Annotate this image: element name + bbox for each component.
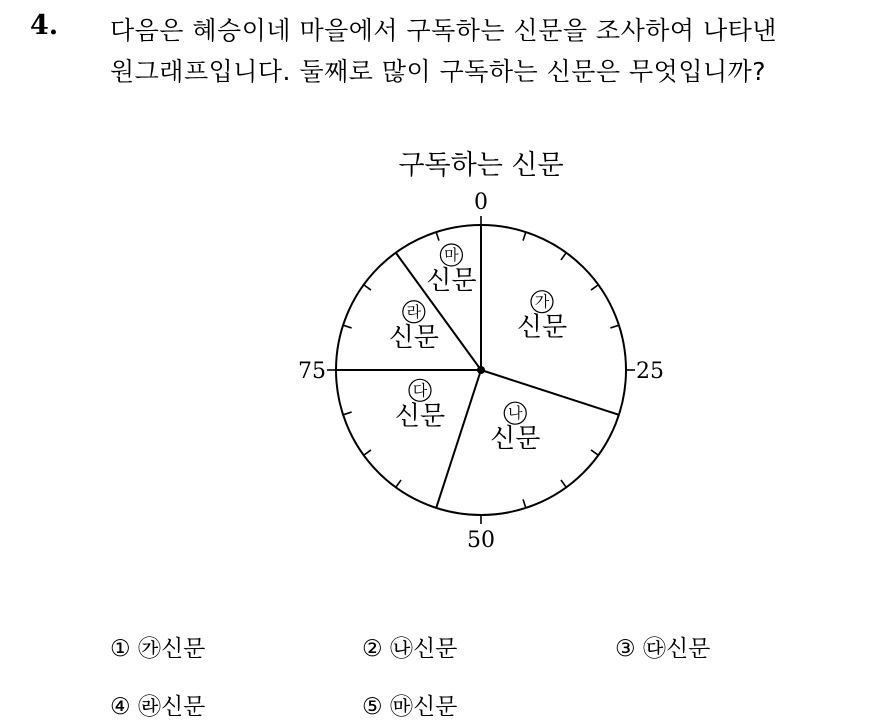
choice-3-text: ㉰신문 — [642, 636, 711, 662]
choice-5-text: ㉲신문 — [389, 694, 458, 720]
tick-mark-4 — [610, 325, 619, 328]
choice-5-number: ⑤ — [362, 694, 383, 720]
slice-letter: 라 — [406, 302, 422, 321]
tick-mark-2 — [561, 253, 566, 260]
choice-2-number: ② — [362, 636, 383, 662]
choice-1-text: ㉮신문 — [137, 636, 206, 662]
choice-2-text: ㉯신문 — [389, 636, 458, 662]
scale-label-0: 0 — [474, 190, 488, 215]
choice-4-text: ㉱신문 — [137, 694, 206, 720]
scale-label-75: 75 — [298, 359, 326, 384]
tick-mark-19 — [436, 232, 439, 241]
slice-labels — [389, 244, 567, 454]
tick-mark-14 — [343, 412, 352, 415]
slice-label-다 — [395, 379, 445, 431]
scale-label-50: 50 — [467, 528, 495, 553]
question-number: 4. — [30, 10, 59, 41]
tick-mark-13 — [364, 450, 371, 455]
tick-mark-3 — [591, 285, 598, 290]
slice-letter: 다 — [412, 381, 428, 400]
scale-label-25: 25 — [636, 359, 664, 384]
slice-letter: 나 — [507, 404, 523, 423]
choice-1[interactable] — [110, 630, 205, 663]
slice-label-가 — [517, 291, 567, 343]
slice-letter: 마 — [444, 245, 459, 264]
pie-center-dot — [477, 366, 485, 374]
choice-1-number: ① — [110, 636, 131, 662]
question-line-2: 원그래프입니다. 둘째로 많이 구독하는 신문은 무엇입니까? — [110, 57, 767, 86]
slice-name: 신문 — [394, 401, 446, 432]
slice-boundary-2 — [436, 370, 481, 508]
tick-mark-1 — [523, 232, 526, 241]
slice-name: 신문 — [388, 322, 439, 353]
tick-mark-7 — [591, 450, 598, 455]
choice-5[interactable] — [362, 688, 457, 721]
choice-4[interactable] — [110, 688, 205, 721]
slice-name: 신문 — [426, 265, 477, 296]
question-line-1: 다음은 혜승이네 마을에서 구독하는 신문을 조사하여 나타낸 — [110, 16, 777, 45]
slice-letter: 가 — [534, 292, 550, 311]
choice-4-number: ④ — [110, 694, 131, 720]
slice-label-라 — [389, 301, 439, 353]
slice-label-마 — [426, 244, 476, 296]
tick-mark-12 — [396, 480, 401, 487]
slice-label-나 — [490, 402, 540, 454]
slice-name: 신문 — [516, 312, 568, 343]
chart-title: 구독하는 신문 — [398, 150, 564, 181]
choice-3[interactable] — [615, 630, 710, 663]
tick-mark-16 — [343, 325, 352, 328]
tick-mark-8 — [561, 480, 566, 487]
tick-mark-17 — [364, 285, 371, 290]
choice-3-number: ③ — [615, 636, 636, 662]
slice-boundary-1 — [481, 370, 619, 415]
choice-2[interactable] — [362, 630, 457, 663]
tick-mark-9 — [523, 499, 526, 508]
slice-name: 신문 — [490, 424, 541, 455]
